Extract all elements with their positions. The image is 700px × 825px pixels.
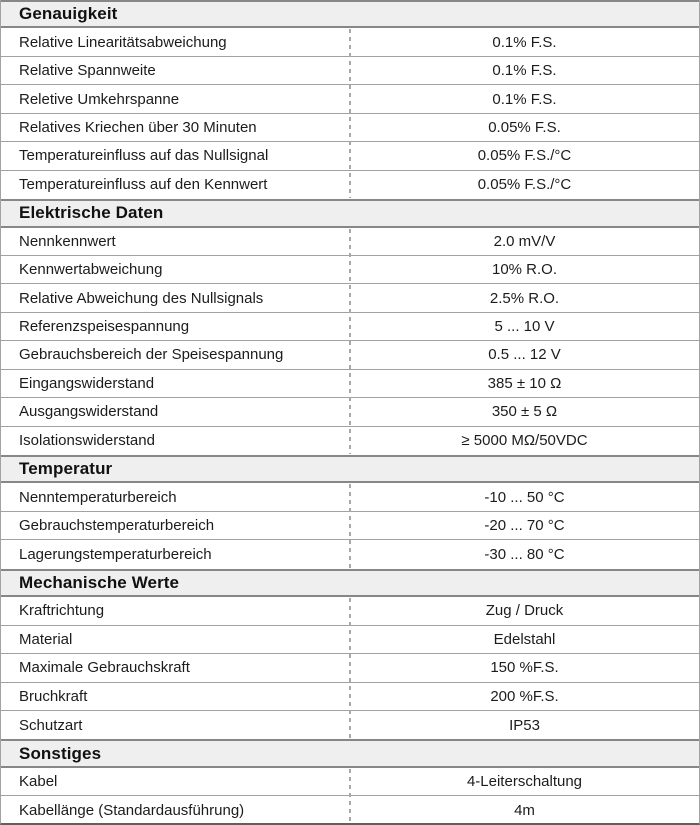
spec-value: -30 ... 80 °C xyxy=(484,546,565,564)
table-row xyxy=(1,483,699,511)
spec-label: Kraftrichtung xyxy=(19,602,105,620)
table-row xyxy=(1,427,699,455)
table-row xyxy=(1,398,699,426)
table-row xyxy=(1,142,699,170)
spec-value: -20 ... 70 °C xyxy=(484,517,565,535)
section-title: Temperatur xyxy=(19,459,113,479)
spec-label: Relatives Kriechen über 30 Minuten xyxy=(19,118,257,136)
section-title: Sonstiges xyxy=(19,743,102,763)
spec-label: Relative Abweichung des Nullsignals xyxy=(19,289,264,307)
table-row xyxy=(1,114,699,142)
spec-value: 200 %F.S. xyxy=(490,687,559,705)
table-row xyxy=(1,57,699,85)
spec-value: 0.05% F.S. xyxy=(488,118,561,136)
spec-label: Referenzspeisespannung xyxy=(19,318,190,336)
spec-label: Nennkennwert xyxy=(19,232,116,250)
spec-label: Ausgangswiderstand xyxy=(19,403,159,421)
table-row xyxy=(1,370,699,398)
table-row xyxy=(1,768,699,796)
spec-value: 0.5 ... 12 V xyxy=(488,346,561,364)
spec-value: 10% R.O. xyxy=(491,261,558,279)
table-row xyxy=(1,28,699,56)
spec-label: Kabel xyxy=(19,773,58,791)
table-row xyxy=(1,512,699,540)
spec-section xyxy=(1,199,699,455)
section-header xyxy=(1,199,699,227)
spec-value: 5 ... 10 V xyxy=(494,318,555,336)
table-row xyxy=(1,683,699,711)
table-row xyxy=(1,284,699,312)
spec-label: Schutzart xyxy=(19,716,83,734)
section-header xyxy=(1,0,699,28)
spec-section xyxy=(1,569,699,740)
spec-label: Reletive Umkehrspanne xyxy=(19,90,180,108)
section-body xyxy=(1,228,699,456)
table-row xyxy=(1,171,699,199)
spec-label: Gebrauchsbereich der Speisespannung xyxy=(19,346,284,364)
spec-section xyxy=(1,739,699,824)
spec-value: Edelstahl xyxy=(493,630,556,648)
spec-label: Relative Spannweite xyxy=(19,62,156,80)
spec-value: 4-Leiterschaltung xyxy=(466,773,583,791)
spec-value: 0.1% F.S. xyxy=(492,90,557,108)
spec-label: Material xyxy=(19,630,73,648)
spec-value: 2.5% R.O. xyxy=(489,289,560,307)
table-row xyxy=(1,796,699,824)
spec-section xyxy=(1,0,699,199)
table-row xyxy=(1,313,699,341)
section-header xyxy=(1,455,699,483)
section-body xyxy=(1,483,699,568)
spec-label: Eingangswiderstand xyxy=(19,374,155,392)
table-row xyxy=(1,85,699,113)
spec-label: Temperatureinfluss auf das Nullsignal xyxy=(19,147,269,165)
spec-label: Kabellänge (Standardausführung) xyxy=(19,801,245,819)
spec-label: Nenntemperaturbereich xyxy=(19,488,177,506)
spec-label: Lagerungstemperaturbereich xyxy=(19,546,212,564)
section-body xyxy=(1,597,699,739)
spec-value: 350 ± 5 Ω xyxy=(491,403,558,421)
spec-value: 0.05% F.S./°C xyxy=(477,147,572,165)
spec-value: 4m xyxy=(514,801,535,819)
table-row xyxy=(1,256,699,284)
spec-value: 0.1% F.S. xyxy=(492,33,557,51)
table-row xyxy=(1,711,699,739)
spec-label: Relative Linearitätsabweichung xyxy=(19,33,227,51)
section-title: Elektrische Daten xyxy=(19,203,164,223)
section-title: Genauigkeit xyxy=(19,4,118,24)
spec-label: Bruchkraft xyxy=(19,687,88,705)
spec-label: Temperatureinfluss auf den Kennwert xyxy=(19,176,268,194)
table-row xyxy=(1,228,699,256)
section-header xyxy=(1,739,699,767)
spec-value: IP53 xyxy=(509,716,540,734)
table-row xyxy=(1,341,699,369)
table-row xyxy=(1,654,699,682)
table-row xyxy=(1,597,699,625)
spec-label: Kennwertabweichung xyxy=(19,261,163,279)
table-row xyxy=(1,540,699,568)
spec-label: Isolationswiderstand xyxy=(19,432,155,450)
section-header xyxy=(1,569,699,597)
section-body xyxy=(1,768,699,825)
spec-value: -10 ... 50 °C xyxy=(484,488,565,506)
spec-value: 150 %F.S. xyxy=(490,659,559,677)
section-title: Mechanische Werte xyxy=(19,572,180,592)
spec-label: Maximale Gebrauchskraft xyxy=(19,659,190,677)
spec-value: 385 ± 10 Ω xyxy=(487,374,562,392)
spec-section xyxy=(1,455,699,569)
spec-value: Zug / Druck xyxy=(485,602,564,620)
spec-value: ≥ 5000 MΩ/50VDC xyxy=(461,432,588,450)
spec-label: Gebrauchstemperaturbereich xyxy=(19,517,215,535)
spec-value: 2.0 mV/V xyxy=(493,232,556,250)
table-row xyxy=(1,626,699,654)
spec-value: 0.05% F.S./°C xyxy=(477,176,572,194)
section-body xyxy=(1,28,699,199)
spec-value: 0.1% F.S. xyxy=(492,62,557,80)
